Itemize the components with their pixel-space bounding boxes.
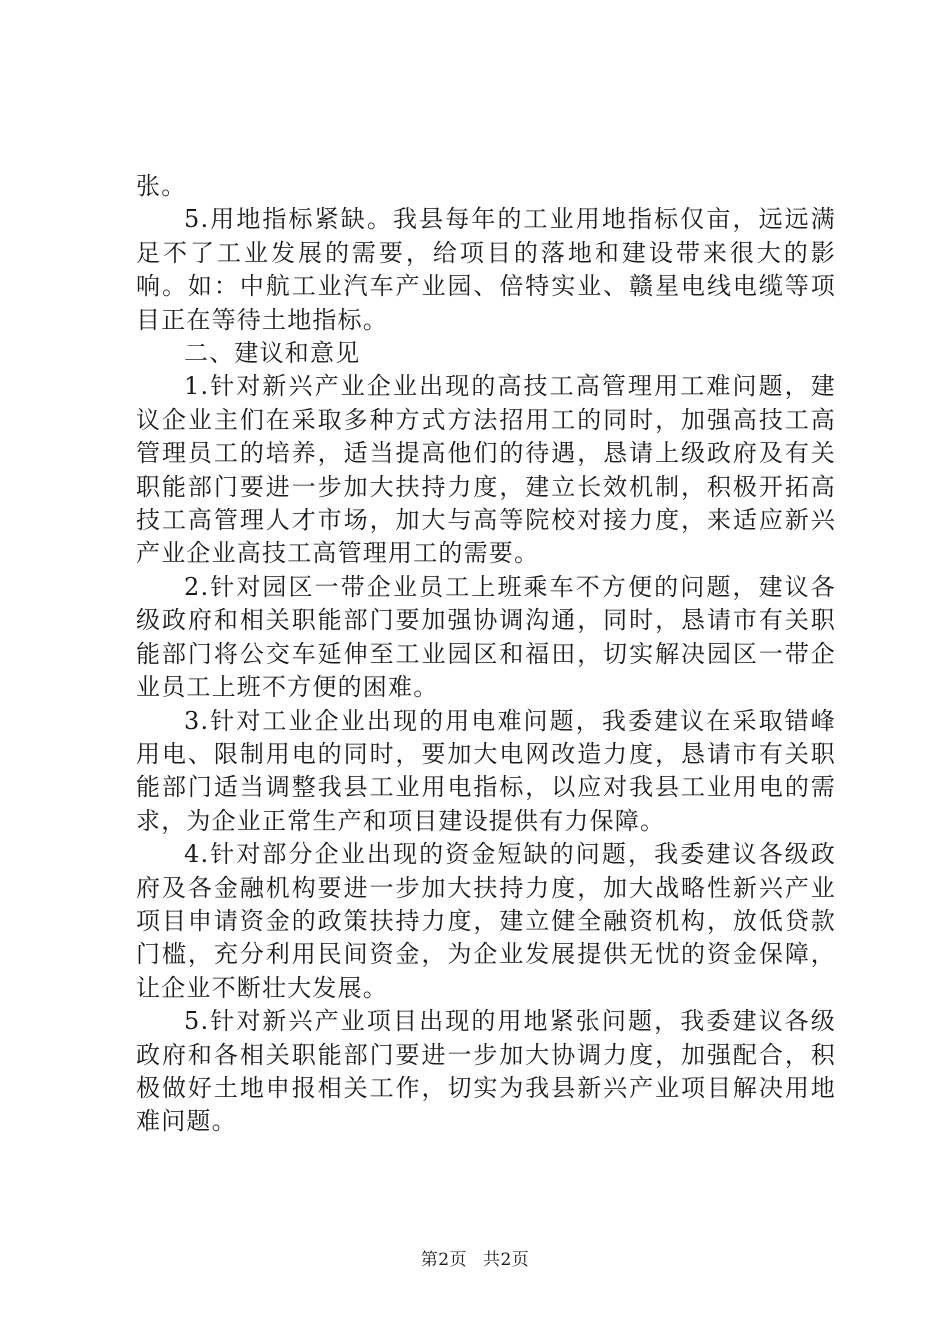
- paragraph-suggestion-4: 4.针对部分企业出现的资金短缺的问题，我委建议各级政府及各金融机构要进一步加大扶持力度，加大战略性新兴产业项目申请资金的政策扶持力度，建立健全融资机构，放低贷款门槛，充分利用民间资金，为企业发展提供无忧的资金保障，让企业不断壮大发展。: [136, 840, 836, 1002]
- page-number: 第2页: [420, 1250, 468, 1270]
- document-body: [136, 170, 836, 1139]
- paragraph-continuation: 张。: [136, 172, 187, 200]
- page-footer: [0, 1245, 950, 1270]
- paragraph-suggestion-3: 3.针对工业企业出现的用电难问题，我委建议在采取错峰用电、限制用电的同时，要加大电网改造力度，恳请市有关职能部门适当调整我县工业用电指标，以应对我县工业用电的需求，为企业正常生产和项目建设提供有力保障。: [136, 706, 836, 835]
- page-total: 共2页: [482, 1250, 530, 1270]
- paragraph-suggestion-1: 1.针对新兴产业企业出现的高技工高管理用工难问题，建议企业主们在采取多种方式方法招用工的同时，加强高技工高管理员工的培养，适当提高他们的待遇，恳请上级政府及有关职能部门要进一步加大扶持力度，建立长效机制，积极开拓高技工高管理人才市场，加大与高等院校对接力度，来适应新兴产业企业高技工高管理用工的需要。: [136, 372, 836, 568]
- paragraph-suggestion-5: 5.针对新兴产业项目出现的用地紧张问题，我委建议各级政府和各相关职能部门要进一步加大协调力度，加强配合，积极做好土地申报相关工作，切实为我县新兴产业项目解决用地难问题。: [136, 1007, 836, 1136]
- paragraph-suggestion-2: 2.针对园区一带企业员工上班乘车不方便的问题，建议各级政府和相关职能部门要加强协调沟通，同时，恳请市有关职能部门将公交车延伸至工业园区和福田，切实解决园区一带企业员工上班不方便的困难。: [136, 572, 836, 702]
- section-heading-suggestions: 二、建议和意见: [184, 339, 361, 368]
- paragraph-land-shortage: 5.用地指标紧缺。我县每年的工业用地指标仅亩，远远满足不了工业发展的需要，给项目的落地和建设带来很大的影响。如：中航工业汽车产业园、倍特实业、赣星电线电缆等项目正在等待土地指标。: [136, 205, 836, 334]
